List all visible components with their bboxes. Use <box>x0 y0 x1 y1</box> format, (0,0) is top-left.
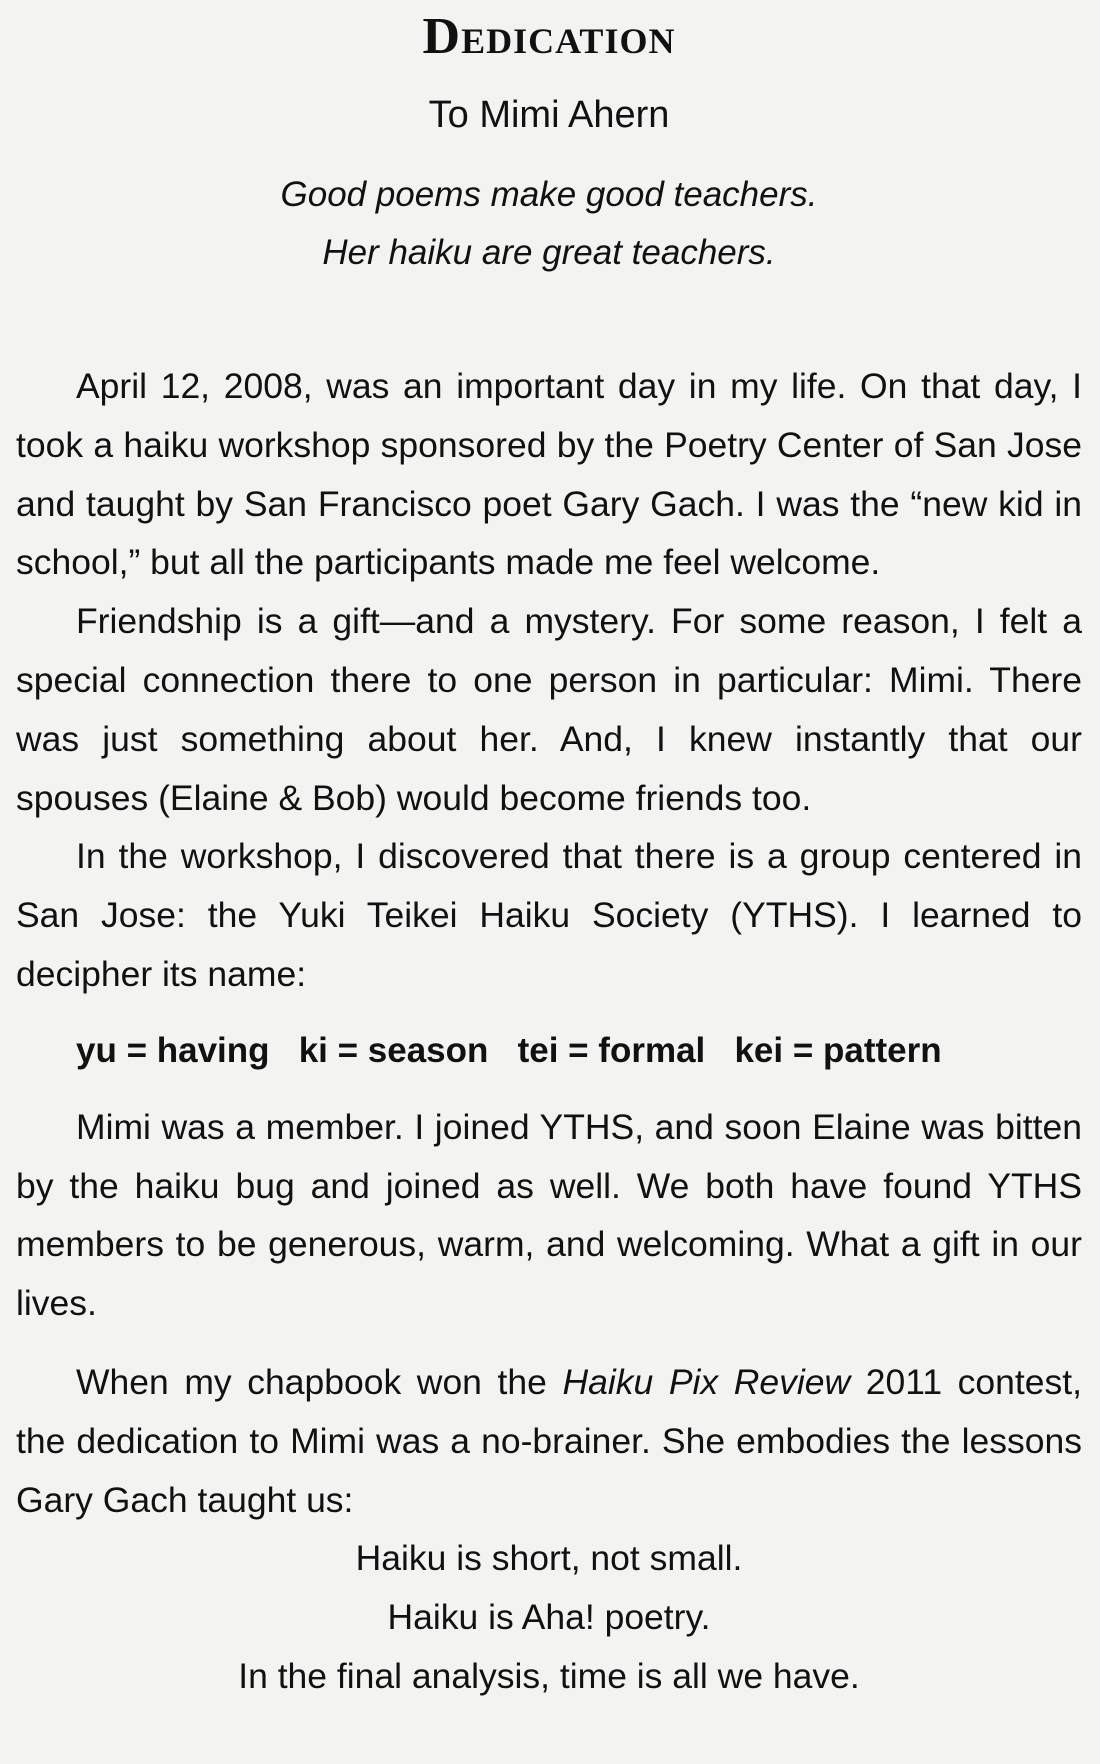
epigraph-line: Good poems make good teachers. <box>280 175 818 214</box>
dedication-recipient: To Mimi Ahern <box>428 94 670 136</box>
lesson-line: In the final analysis, time is all we have. <box>238 1655 860 1696</box>
paragraph-chapbook <box>16 1353 1082 1529</box>
chapbook-text-end: 2011 contest, the dedication to Mimi was a no-brainer. She embodies the lessons Gary Gach taught us: <box>16 1361 1083 1520</box>
epigraph-line: Her haiku are great teachers. <box>322 233 776 272</box>
paragraph-yths: In the workshop, I discovered that there is a group centered in San Jose: the Yuki Teikei Haiku Society (YTHS). I learned to decipher its name: <box>16 836 1082 994</box>
name-breakdown: yu = having ki = season tei = formal kei = pattern <box>76 1030 942 1070</box>
lesson-line: Haiku is Aha! poetry. <box>387 1597 711 1638</box>
chapbook-contest-title: Haiku Pix Review <box>562 1361 851 1402</box>
paragraph-workshop: April 12, 2008, was an important day in my life. On that day, I took a haiku workshop sponsored by the Poetry Center of San Jose and taught by San Francisco poet Gary Gach. I was the “new kid in school,” but all the participants made me feel welcome. <box>16 366 1082 583</box>
page-title: Dedication <box>422 8 676 65</box>
lessons-list <box>16 1529 1082 1705</box>
paragraph-membership: Mimi was a member. I joined YTHS, and soon Elaine was bitten by the haiku bug and joined as well. We both have found YTHS members to be generous, warm, and welcoming. What a gift in our lives. <box>16 1106 1082 1324</box>
paragraph-friendship: Friendship is a gift—and a mystery. For some reason, I felt a special connection there to one person in particular: Mimi. There was just something about her. And, I knew instantly that our spouses (Elaine & Bob) would become friends too. <box>16 601 1082 818</box>
chapbook-text-start: When my chapbook won the <box>76 1361 563 1402</box>
lesson-line: Haiku is short, not small. <box>355 1538 743 1579</box>
epigraph <box>16 166 1082 282</box>
